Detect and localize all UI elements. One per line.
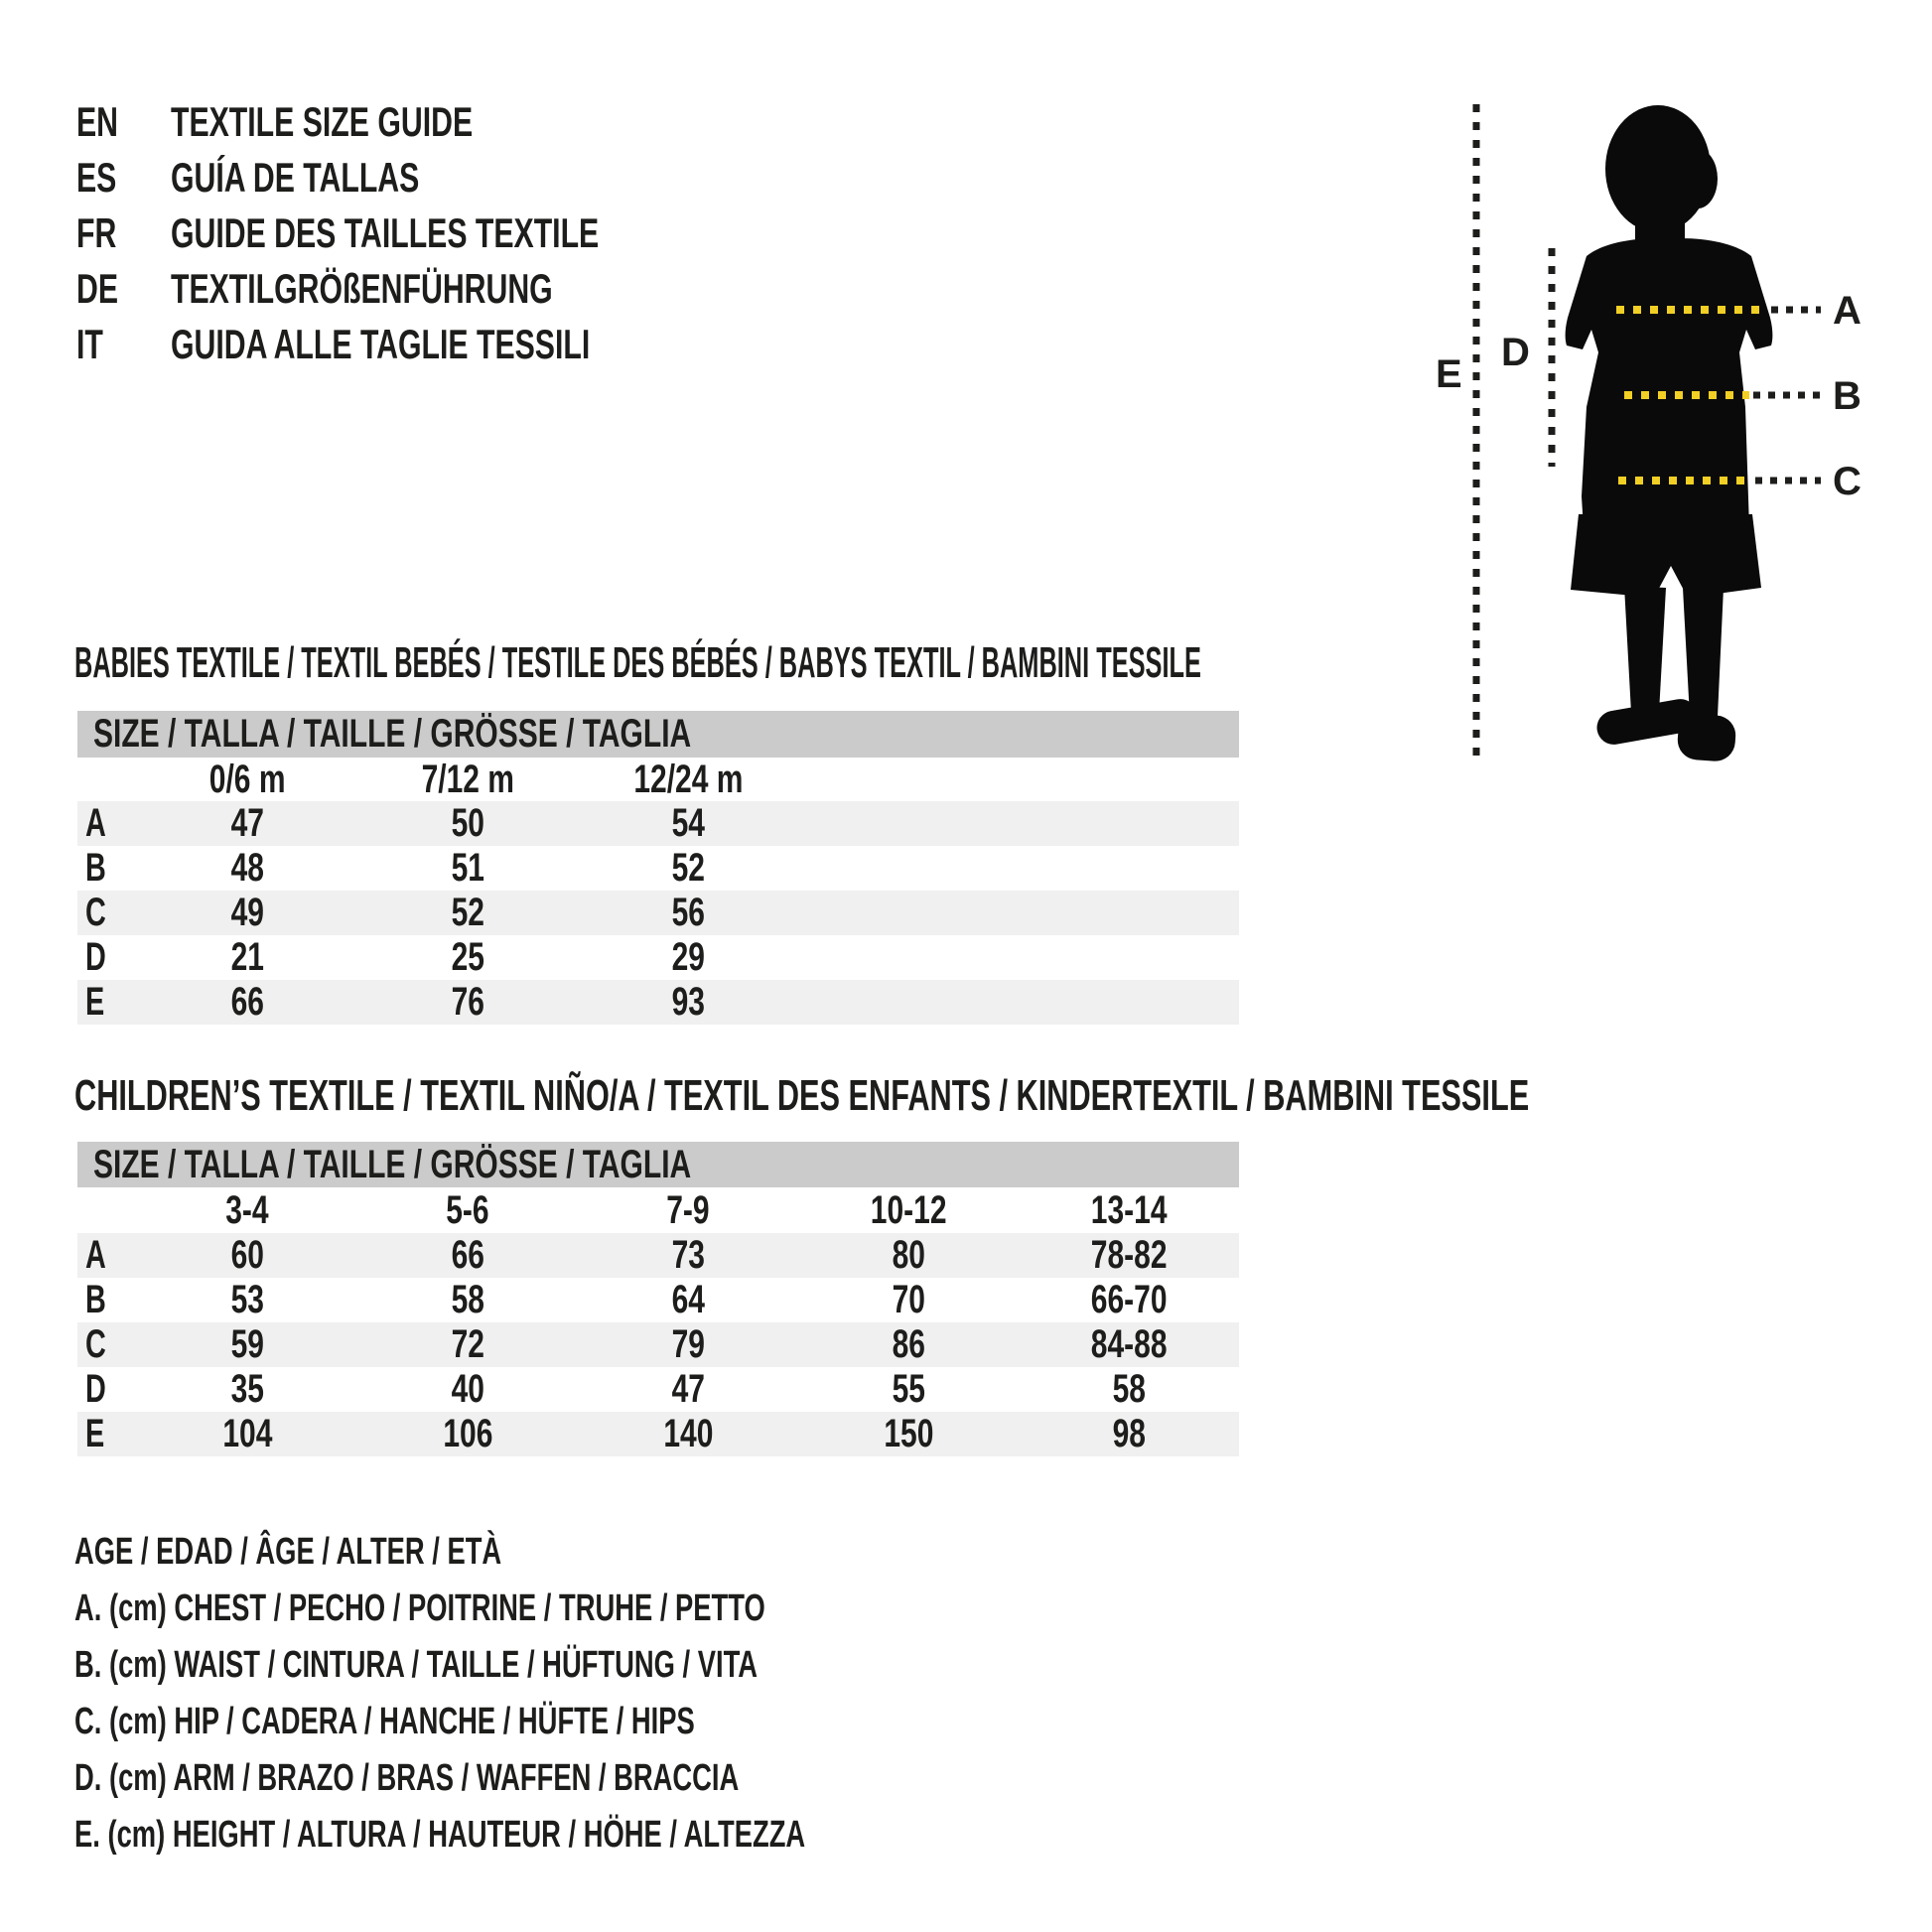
language-code: ES (76, 154, 117, 201)
measurement-legend (74, 1524, 1089, 1863)
babies-section-title (74, 640, 1932, 686)
cell-value: 50 (451, 801, 484, 845)
table-row (77, 980, 1239, 1025)
figure-label-a: A (1833, 289, 1862, 333)
language-title-list (76, 94, 765, 372)
cell-value: 84-88 (1090, 1322, 1168, 1366)
table-row (77, 1233, 1239, 1278)
column-header: 7-9 (666, 1187, 710, 1232)
row-label: E (85, 980, 105, 1024)
table-header-row (77, 758, 1239, 801)
babies-section-title-text: BABIES TEXTILE / TEXTIL BEBÉS / TESTILE DES BÉBÉS / BABYS TEXTIL / BAMBINI TESSILE (74, 638, 1201, 687)
cell-value: 40 (451, 1367, 484, 1411)
cell-value: 66-70 (1090, 1278, 1168, 1321)
legend-item-height (74, 1807, 1089, 1863)
language-row-es (76, 150, 765, 206)
babies-size-header-bar (77, 711, 1239, 758)
row-label: A (85, 801, 106, 845)
table-row (77, 1278, 1239, 1322)
cell-value: 98 (1112, 1412, 1146, 1455)
cell-value: 49 (230, 891, 264, 934)
cell-value: 51 (451, 846, 484, 890)
cell-value: 106 (442, 1412, 493, 1455)
figure-label-e: E (1436, 352, 1462, 396)
column-header: 5-6 (446, 1187, 489, 1232)
legend-item-text: A. (cm) CHEST / PECHO / POITRINE / TRUHE / PETTO (74, 1587, 765, 1629)
cell-value: 21 (230, 935, 264, 979)
cell-value: 79 (671, 1322, 705, 1366)
legend-age-row (74, 1524, 1089, 1581)
cell-value: 80 (892, 1233, 925, 1277)
cell-value: 73 (671, 1233, 705, 1277)
cell-value: 48 (230, 846, 264, 890)
column-header: 7/12 m (421, 758, 514, 801)
language-row-de (76, 261, 765, 317)
table-row (77, 891, 1239, 935)
row-label: B (85, 846, 106, 890)
language-code: IT (76, 321, 103, 367)
cell-value: 66 (451, 1233, 484, 1277)
table-row (77, 1322, 1239, 1367)
language-title: GUÍA DE TALLAS (171, 154, 420, 201)
row-label: D (85, 1367, 106, 1411)
legend-item-chest (74, 1581, 1089, 1637)
children-section-title-text: CHILDREN’S TEXTILE / TEXTIL NIÑO/A / TEXTIL DES ENFANTS / KINDERTEXTIL / BAMBINI TESSILE (74, 1071, 1530, 1120)
cell-value: 60 (230, 1233, 264, 1277)
cell-value: 35 (230, 1367, 264, 1411)
row-label: E (85, 1412, 105, 1455)
language-title: GUIDE DES TAILLES TEXTILE (171, 209, 600, 256)
cell-value: 66 (230, 980, 264, 1024)
row-label: B (85, 1278, 106, 1321)
table-row (77, 801, 1239, 846)
legend-item-text: E. (cm) HEIGHT / ALTURA / HAUTEUR / HÖHE / ALTEZZA (74, 1814, 806, 1856)
table-row (77, 1367, 1239, 1412)
children-size-header-text: SIZE / TALLA / TAILLE / GRÖSSE / TAGLIA (93, 1142, 692, 1186)
cell-value: 76 (451, 980, 484, 1024)
children-section-title (74, 1073, 1932, 1119)
language-row-fr (76, 206, 765, 261)
row-label: A (85, 1233, 106, 1277)
language-code: EN (76, 98, 119, 145)
cell-value: 55 (892, 1367, 925, 1411)
cell-value: 104 (221, 1412, 273, 1455)
cell-value: 64 (671, 1278, 705, 1321)
cell-value: 52 (451, 891, 484, 934)
column-header: 12/24 m (632, 758, 744, 801)
figure-label-d: D (1501, 331, 1530, 374)
language-row-en (76, 94, 765, 150)
cell-value: 59 (230, 1322, 264, 1366)
row-label: C (85, 1322, 106, 1366)
language-title: GUIDA ALLE TAGLIE TESSILI (171, 321, 591, 367)
language-title: TEXTILGRÖßENFÜHRUNG (171, 265, 553, 312)
children-size-table (77, 1187, 1239, 1456)
cell-value: 52 (671, 846, 705, 890)
legend-item-text: D. (cm) ARM / BRAZO / BRAS / WAFFEN / BRACCIA (74, 1757, 740, 1799)
cell-value: 86 (892, 1322, 925, 1366)
language-title: TEXTILE SIZE GUIDE (171, 98, 474, 145)
table-row (77, 935, 1239, 980)
language-code: DE (76, 265, 119, 312)
silhouette-shirt (1566, 238, 1773, 528)
cell-value: 72 (451, 1322, 484, 1366)
legend-age-text: AGE / EDAD / ÂGE / ALTER / ETÀ (74, 1531, 502, 1573)
cell-value: 93 (671, 980, 705, 1024)
row-label: D (85, 935, 106, 979)
cell-value: 70 (892, 1278, 925, 1321)
column-header: 0/6 m (208, 758, 286, 801)
cell-value: 29 (671, 935, 705, 979)
cell-value: 58 (1112, 1367, 1146, 1411)
legend-item-text: B. (cm) WAIST / CINTURA / TAILLE / HÜFTUNG / VITA (74, 1644, 759, 1686)
legend-item-waist (74, 1637, 1089, 1694)
babies-size-table (77, 758, 1239, 1025)
cell-value: 150 (883, 1412, 934, 1455)
babies-size-header-text: SIZE / TALLA / TAILLE / GRÖSSE / TAGLIA (93, 712, 692, 756)
cell-value: 53 (230, 1278, 264, 1321)
row-label: C (85, 891, 106, 934)
cell-value: 47 (230, 801, 264, 845)
cell-value: 54 (671, 801, 705, 845)
children-size-header-bar (77, 1142, 1239, 1187)
language-code: FR (76, 209, 117, 256)
legend-item-text: C. (cm) HIP / CADERA / HANCHE / HÜFTE / HIPS (74, 1701, 695, 1742)
cell-value: 58 (451, 1278, 484, 1321)
legend-item-arm (74, 1750, 1089, 1807)
cell-value: 25 (451, 935, 484, 979)
silhouette-right-shoe (1676, 713, 1736, 762)
figure-label-b: B (1833, 374, 1862, 418)
column-header: 13-14 (1090, 1187, 1168, 1232)
table-header-row (77, 1187, 1239, 1233)
cell-value: 78-82 (1090, 1233, 1168, 1277)
table-row (77, 1412, 1239, 1456)
language-row-it (76, 317, 765, 372)
figure-label-c: C (1833, 460, 1862, 503)
cell-value: 56 (671, 891, 705, 934)
table-row (77, 846, 1239, 891)
cell-value: 47 (671, 1367, 705, 1411)
silhouette-shorts (1571, 514, 1761, 598)
cell-value: 140 (662, 1412, 714, 1455)
legend-item-hip (74, 1694, 1089, 1750)
column-header: 10-12 (870, 1187, 947, 1232)
column-header: 3-4 (225, 1187, 269, 1232)
